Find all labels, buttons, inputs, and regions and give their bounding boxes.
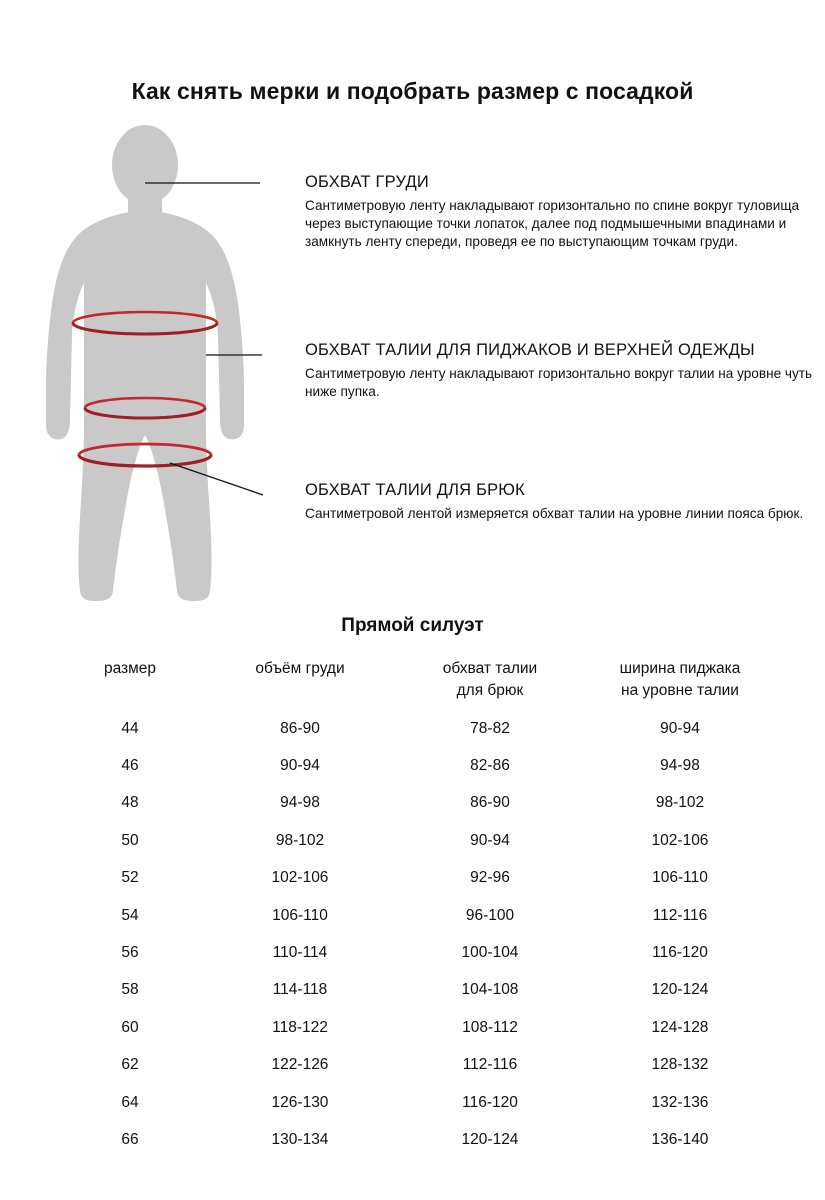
callout-waist-jacket bbox=[305, 341, 820, 401]
table-cell: 118-122 bbox=[272, 1018, 328, 1036]
table-cell: 90-94 bbox=[470, 831, 510, 849]
table-cell: 78-82 bbox=[470, 719, 510, 737]
callout-chest-title: ОБХВАТ ГРУДИ bbox=[305, 173, 429, 191]
table-cell: 114-118 bbox=[272, 981, 328, 999]
table-cell: 96-100 bbox=[465, 906, 515, 924]
table-cell: 94-98 bbox=[280, 794, 320, 812]
table-cell: 108-112 bbox=[462, 1018, 518, 1036]
table-row bbox=[55, 1009, 775, 1046]
table-cell: 106-110 bbox=[272, 906, 328, 924]
table-cell: 62 bbox=[121, 1056, 139, 1074]
subheader-jacket-width: на уровне талии bbox=[621, 682, 739, 699]
table-cell: 54 bbox=[121, 906, 139, 924]
body-silhouette-shape bbox=[46, 125, 244, 601]
subheader-size bbox=[55, 680, 205, 710]
table-cell: 60 bbox=[121, 1018, 139, 1036]
table-cell: 46 bbox=[121, 757, 139, 775]
table-cell: 94-98 bbox=[660, 757, 700, 775]
callout-waist-trousers-title: ОБХВАТ ТАЛИИ ДЛЯ БРЮК bbox=[305, 481, 525, 499]
table-cell: 66 bbox=[121, 1130, 139, 1148]
table-row bbox=[55, 1084, 775, 1121]
table-cell: 44 bbox=[121, 719, 139, 737]
table-row bbox=[55, 934, 775, 971]
callout-waist-trousers-body: Сантиметровой лентой измеряется обхват талии на уровне линии пояса брюк. bbox=[305, 506, 804, 521]
subheader-chest bbox=[205, 680, 395, 710]
table-row bbox=[55, 897, 775, 934]
table-cell: 98-102 bbox=[655, 794, 705, 812]
table-cell: 110-114 bbox=[272, 944, 328, 962]
table-cell: 112-116 bbox=[652, 906, 708, 924]
table-cell: 90-94 bbox=[280, 757, 320, 775]
table-cell: 122-126 bbox=[271, 1056, 329, 1074]
table-cell: 116-120 bbox=[462, 1093, 518, 1111]
table-cell: 50 bbox=[121, 831, 139, 849]
table-cell: 116-120 bbox=[652, 944, 708, 962]
header-chest: объём груди bbox=[255, 660, 345, 677]
size-table-header-row bbox=[55, 660, 775, 680]
table-cell: 102-106 bbox=[271, 869, 329, 887]
callout-chest-body: Сантиметровую ленту накладывают горизонтально по спине вокруг туловища через выступающие точки лопаток, далее под подмышечными впадинами и замкнуть ленту спереди, проведя ее по выступающим точкам груди. bbox=[305, 198, 800, 250]
table-row bbox=[55, 785, 775, 822]
size-table-body bbox=[55, 710, 775, 1159]
size-table bbox=[55, 660, 775, 1159]
table-cell: 100-104 bbox=[461, 944, 519, 962]
table-cell: 124-128 bbox=[651, 1018, 709, 1036]
table-cell: 126-130 bbox=[271, 1093, 329, 1111]
table-cell: 128-132 bbox=[651, 1056, 709, 1074]
callout-chest bbox=[305, 173, 805, 252]
measurement-figure bbox=[20, 125, 310, 615]
header-size: размер bbox=[103, 660, 157, 677]
table-row bbox=[55, 822, 775, 859]
table-cell: 56 bbox=[121, 944, 139, 962]
table-cell: 120-124 bbox=[651, 981, 709, 999]
table-row bbox=[55, 860, 775, 897]
table-cell: 120-124 bbox=[461, 1130, 519, 1148]
callout-waist-trousers bbox=[305, 481, 805, 523]
table-cell: 90-94 bbox=[660, 719, 700, 737]
table-cell: 106-110 bbox=[652, 869, 708, 887]
table-cell: 130-134 bbox=[271, 1130, 329, 1148]
table-cell: 98-102 bbox=[275, 831, 325, 849]
table-cell: 136-140 bbox=[651, 1130, 709, 1148]
size-table-subheader-row bbox=[55, 680, 775, 710]
page-title: Как снять мерки и подобрать размер с посадкой bbox=[131, 78, 694, 104]
table-cell: 102-106 bbox=[651, 831, 709, 849]
table-cell: 92-96 bbox=[470, 869, 510, 887]
callout-waist-jacket-body: Сантиметровую ленту накладывают горизонтально вокруг талии на уровне чуть ниже пупка. bbox=[305, 366, 813, 400]
table-cell: 58 bbox=[121, 981, 139, 999]
size-table-head bbox=[55, 660, 775, 710]
table-row bbox=[55, 710, 775, 747]
subheader-waist: для брюк bbox=[456, 682, 524, 699]
table-cell: 132-136 bbox=[651, 1093, 709, 1111]
table-row bbox=[55, 1121, 775, 1158]
table-row bbox=[55, 972, 775, 1009]
table-row bbox=[55, 1047, 775, 1084]
header-waist: обхват талии bbox=[442, 660, 538, 677]
callout-waist-jacket-title: ОБХВАТ ТАЛИИ ДЛЯ ПИДЖАКОВ И ВЕРХНЕЙ ОДЕЖДЫ bbox=[305, 341, 755, 359]
table-row bbox=[55, 747, 775, 784]
table-cell: 86-90 bbox=[470, 794, 510, 812]
size-table-title: Прямой силуэт bbox=[341, 615, 484, 636]
table-cell: 82-86 bbox=[470, 757, 510, 775]
header-jacket-width: ширина пиджака bbox=[619, 660, 741, 677]
table-cell: 52 bbox=[121, 869, 139, 887]
table-cell: 64 bbox=[121, 1093, 139, 1111]
table-cell: 104-108 bbox=[461, 981, 519, 999]
table-cell: 112-116 bbox=[462, 1056, 518, 1074]
table-cell: 86-90 bbox=[280, 719, 320, 737]
table-cell: 48 bbox=[121, 794, 139, 812]
